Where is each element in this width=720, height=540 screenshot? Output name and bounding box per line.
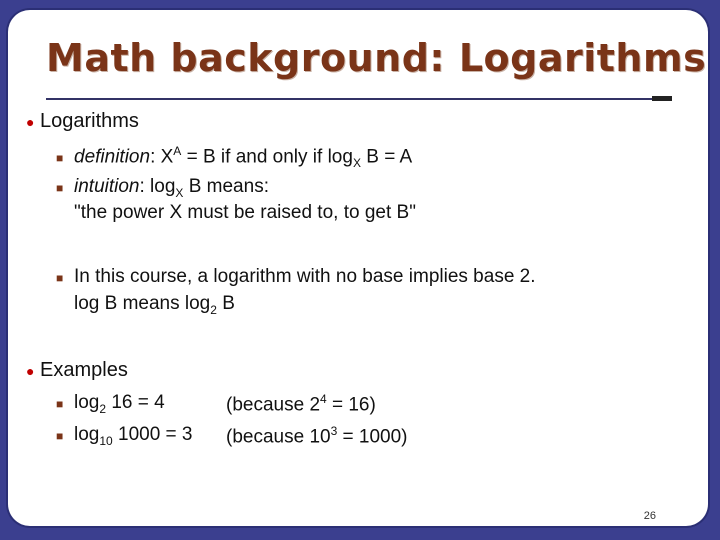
square-bullet-icon: ■ — [56, 181, 64, 195]
square-bullet-icon: ■ — [56, 271, 64, 285]
square-bullet-icon: ■ — [56, 151, 64, 166]
square-bullet-icon: ■ — [56, 429, 64, 443]
sub-bullet-course-convention: ■ In this course, a logarithm with no base implies base 2. — [56, 266, 536, 287]
sub-bullet-definition: ■ definition: $X^A = B$ if and only if $\log_X B = A$ — [56, 144, 413, 171]
sub-bullet-intuition: ■ intuition: $\log_X B$ means: — [56, 176, 269, 200]
page-number: 26 — [643, 510, 656, 522]
example-log10-reason: (because $10^3 = 1000$) — [226, 424, 408, 448]
example-log2: ■ $\log_2 16 = 4$ — [56, 392, 165, 416]
bullet-dot-icon: ● — [26, 363, 35, 379]
bullet-logarithms: ● Logarithms — [26, 110, 139, 132]
square-bullet-icon: ■ — [56, 397, 64, 411]
example-log2-reason: (because $2^4 = 16$) — [226, 392, 376, 416]
example-log10: ■ $\log_{10} 1000 = 3$ — [56, 424, 193, 448]
sub-bullet-intuition-continued: "the power X must be raised to, to get B" — [74, 202, 416, 223]
bullet-examples: ● Examples — [26, 359, 128, 381]
sub-bullet-course-convention-continued: log B means $\log_2 B$ — [74, 293, 235, 317]
slide-frame — [8, 10, 708, 526]
bullet-dot-icon: ● — [26, 114, 35, 130]
slide-content — [8, 10, 708, 526]
page-title: Math background: Logarithms — [46, 36, 707, 80]
